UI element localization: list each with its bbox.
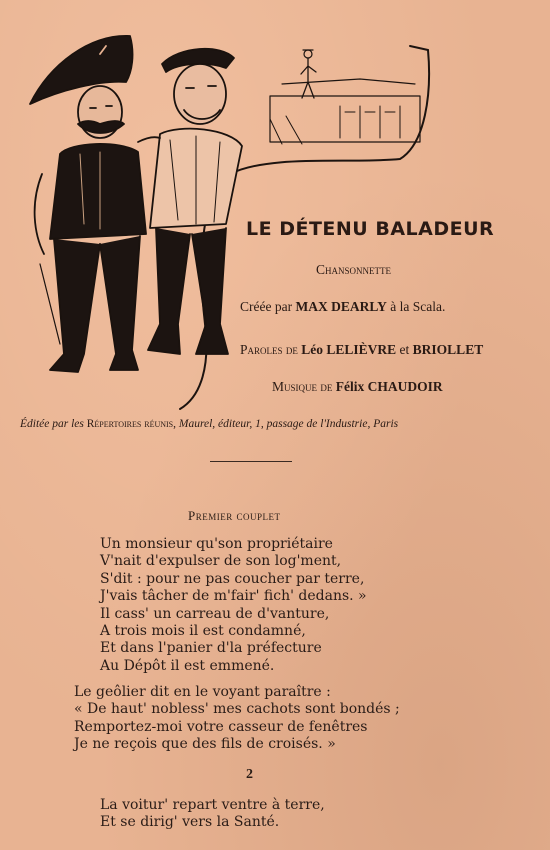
couplet-1-stanza-1 bbox=[100, 536, 367, 675]
lyrics-author-2: BRIOLLET bbox=[412, 342, 484, 357]
verse-line: Il cass' un carreau de d'vanture, bbox=[100, 605, 330, 622]
creation-artist: MAX DEARLY bbox=[295, 299, 387, 314]
publisher-name: Répertoires réunis, bbox=[86, 418, 176, 430]
music-composer: Félix CHAUDOIR bbox=[335, 379, 443, 394]
publisher-details: Maurel, éditeur, 1, passage de l'Industrie, Paris bbox=[178, 418, 399, 430]
lyrics-author-1: Léo LELIÈVRE bbox=[301, 342, 397, 357]
verse-line: J'vais tâcher de m'fair' fich' dedans. » bbox=[100, 588, 367, 605]
verse-line: Et se dirig' vers la Santé. bbox=[100, 814, 280, 831]
divider bbox=[210, 461, 292, 462]
verse-line: A trois mois il est condamné, bbox=[100, 623, 306, 640]
couplet-1-stanza-2 bbox=[74, 684, 400, 754]
publisher-edited-by: Éditée par les bbox=[20, 418, 84, 430]
couplet-1-heading: Premier couplet bbox=[188, 508, 281, 523]
couplet-2-stanza bbox=[100, 797, 325, 832]
verse-line: « De haut' nobless' mes cachots sont bondés ; bbox=[74, 701, 400, 718]
couplet-2-number: 2 bbox=[246, 767, 253, 782]
verse-line: Le geôlier dit en le voyant paraître : bbox=[74, 684, 331, 700]
creation-suffix: à la Scala. bbox=[390, 299, 446, 314]
music-prefix: Musique de bbox=[272, 379, 333, 394]
verse-line: La voitur' repart ventre à terre, bbox=[100, 797, 325, 813]
lyrics-credit-line bbox=[240, 342, 483, 358]
creation-line bbox=[240, 299, 445, 315]
lyrics-prefix: Paroles de bbox=[240, 342, 298, 357]
verse-line: Je ne reçois que des fils de croisés. » bbox=[74, 736, 336, 753]
song-title: LE DÉTENU BALADEUR bbox=[246, 218, 495, 240]
verse-line: Au Dépôt il est emmené. bbox=[100, 657, 275, 674]
verse-line: Et dans l'panier d'la préfecture bbox=[100, 640, 322, 657]
publisher-line bbox=[20, 418, 540, 430]
creation-prefix: Créée par bbox=[240, 299, 293, 314]
lyrics-joiner: et bbox=[399, 342, 410, 357]
song-genre: Chansonnette bbox=[316, 262, 391, 277]
verse-line: Remportez-moi votre casseur de fenêtres bbox=[74, 718, 368, 735]
verse-line: Un monsieur qu'son propriétaire bbox=[100, 536, 333, 552]
verse-line: V'nait d'expulser de son log'ment, bbox=[100, 553, 342, 570]
music-credit-line bbox=[272, 379, 443, 395]
verse-line: S'dit : pour ne pas coucher par terre, bbox=[100, 570, 365, 587]
